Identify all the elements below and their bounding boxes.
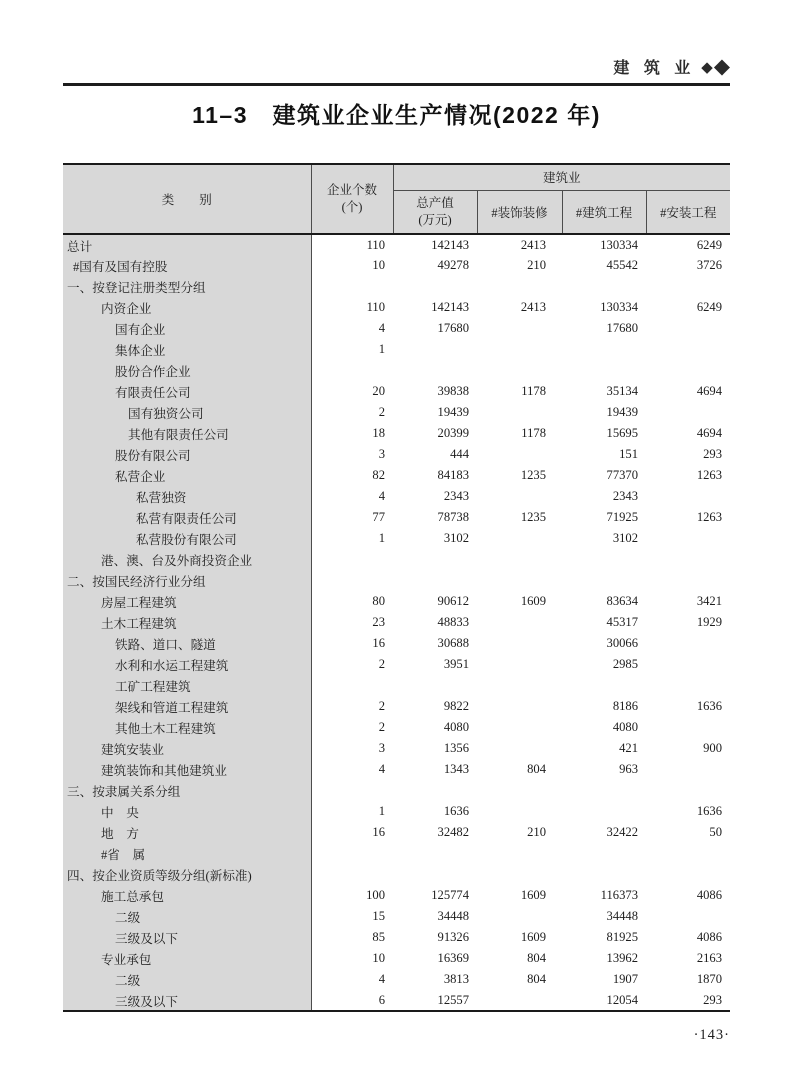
cell-installation-work: 2163 bbox=[696, 951, 723, 965]
table-row bbox=[63, 297, 730, 318]
row-category-label: 水利和水运工程建筑 bbox=[63, 654, 311, 675]
cell-construction-work: 45542 bbox=[606, 258, 638, 272]
row-category-label: 私营股份有限公司 bbox=[63, 528, 311, 549]
cell-installation-work bbox=[646, 570, 730, 591]
col-header-construction-group: 建筑业 bbox=[393, 164, 730, 190]
row-category-label: 中 央 bbox=[63, 801, 311, 822]
cell-installation-work: 900 bbox=[703, 741, 723, 755]
cell-enterprise-count bbox=[311, 549, 393, 570]
table-row bbox=[63, 948, 730, 969]
cell-enterprise-count bbox=[311, 570, 393, 591]
cell-enterprise-count: 77 bbox=[372, 510, 385, 524]
running-head bbox=[613, 54, 730, 79]
row-category-label: 私营企业 bbox=[63, 465, 311, 486]
cell-total-output bbox=[393, 549, 477, 570]
cell-installation-work: 293 bbox=[703, 447, 723, 461]
cell-enterprise-count: 100 bbox=[366, 888, 385, 902]
row-category-label: 其他土木工程建筑 bbox=[63, 717, 311, 738]
cell-installation-work bbox=[646, 864, 730, 885]
cell-decoration: 1609 bbox=[520, 930, 546, 944]
cell-construction-work bbox=[562, 864, 646, 885]
running-head-text: 建 筑 业 bbox=[613, 60, 696, 77]
cell-total-output bbox=[393, 864, 477, 885]
table-row bbox=[63, 696, 730, 717]
cell-total-output: 48833 bbox=[437, 615, 469, 629]
cell-construction-work: 83634 bbox=[606, 594, 638, 608]
col-header-installation-work: #安装工程 bbox=[646, 190, 730, 234]
cell-decoration bbox=[477, 549, 562, 570]
cell-total-output: 90612 bbox=[437, 594, 469, 608]
cell-construction-work: 8186 bbox=[612, 699, 638, 713]
cell-construction-work bbox=[562, 276, 646, 297]
cell-installation-work bbox=[646, 528, 730, 549]
table-row bbox=[63, 381, 730, 402]
table-body bbox=[63, 234, 730, 1011]
col-header-total-output: 总产值 (万元) bbox=[393, 190, 477, 234]
table-row bbox=[63, 507, 730, 528]
cell-enterprise-count: 4 bbox=[378, 489, 385, 503]
cell-decoration bbox=[477, 906, 562, 927]
cell-installation-work: 4086 bbox=[696, 930, 723, 944]
cell-installation-work: 1263 bbox=[696, 510, 723, 524]
cell-decoration: 2413 bbox=[520, 300, 546, 314]
cell-decoration bbox=[477, 276, 562, 297]
cell-construction-work: 15695 bbox=[606, 426, 638, 440]
cell-total-output: 20399 bbox=[437, 426, 469, 440]
table-row bbox=[63, 654, 730, 675]
cell-construction-work: 421 bbox=[619, 741, 638, 755]
cell-total-output: 4080 bbox=[443, 720, 469, 734]
cell-enterprise-count: 85 bbox=[372, 930, 385, 944]
cell-construction-work: 4080 bbox=[612, 720, 638, 734]
cell-construction-work: 2343 bbox=[612, 489, 638, 503]
cell-installation-work: 3421 bbox=[696, 594, 723, 608]
cell-decoration bbox=[477, 528, 562, 549]
cell-construction-work bbox=[562, 675, 646, 696]
cell-enterprise-count bbox=[311, 675, 393, 696]
cell-construction-work: 77370 bbox=[606, 468, 638, 482]
row-category-label: 建筑安装业 bbox=[63, 738, 311, 759]
table-row bbox=[63, 234, 730, 255]
cell-decoration: 1235 bbox=[520, 468, 546, 482]
cell-enterprise-count: 16 bbox=[372, 825, 385, 839]
row-category-label: 铁路、道口、隧道 bbox=[63, 633, 311, 654]
cell-decoration: 1235 bbox=[520, 510, 546, 524]
cell-decoration bbox=[477, 675, 562, 696]
cell-construction-work: 3102 bbox=[612, 531, 638, 545]
cell-total-output: 34448 bbox=[437, 909, 469, 923]
cell-decoration bbox=[477, 738, 562, 759]
table-row bbox=[63, 675, 730, 696]
cell-enterprise-count: 3 bbox=[378, 447, 385, 461]
cell-total-output bbox=[393, 570, 477, 591]
col-header-construction-work: #建筑工程 bbox=[562, 190, 646, 234]
table-row bbox=[63, 843, 730, 864]
row-category-label: 一、按登记注册类型分组 bbox=[63, 276, 311, 297]
diamond-large-icon: ◆ bbox=[713, 55, 730, 78]
cell-total-output: 444 bbox=[450, 447, 469, 461]
cell-decoration bbox=[477, 486, 562, 507]
row-category-label: 三、按隶属关系分组 bbox=[63, 780, 311, 801]
cell-decoration bbox=[477, 360, 562, 381]
cell-decoration bbox=[477, 633, 562, 654]
cell-construction-work bbox=[562, 570, 646, 591]
cell-construction-work bbox=[562, 339, 646, 360]
row-category-label: 施工总承包 bbox=[63, 885, 311, 906]
cell-total-output: 3951 bbox=[443, 657, 469, 671]
cell-decoration bbox=[477, 570, 562, 591]
table-row bbox=[63, 822, 730, 843]
table-row bbox=[63, 780, 730, 801]
row-category-label: 私营有限责任公司 bbox=[63, 507, 311, 528]
table-row bbox=[63, 255, 730, 276]
cell-decoration bbox=[477, 780, 562, 801]
row-category-label: 建筑装饰和其他建筑业 bbox=[63, 759, 311, 780]
cell-installation-work: 4086 bbox=[696, 888, 723, 902]
cell-installation-work: 6249 bbox=[696, 237, 723, 252]
header-rule bbox=[63, 83, 730, 86]
row-category-label: 二级 bbox=[63, 906, 311, 927]
cell-enterprise-count: 10 bbox=[372, 951, 385, 965]
cell-installation-work bbox=[646, 717, 730, 738]
cell-installation-work bbox=[646, 654, 730, 675]
cell-enterprise-count: 16 bbox=[372, 636, 385, 650]
cell-enterprise-count: 1 bbox=[378, 342, 385, 356]
cell-enterprise-count: 4 bbox=[378, 321, 385, 335]
table-row bbox=[63, 906, 730, 927]
cell-total-output bbox=[393, 339, 477, 360]
cell-installation-work: 293 bbox=[703, 992, 723, 1007]
cell-construction-work: 1907 bbox=[612, 972, 638, 986]
cell-decoration: 804 bbox=[527, 951, 546, 965]
cell-total-output: 78738 bbox=[437, 510, 469, 524]
cell-decoration bbox=[477, 612, 562, 633]
cell-total-output: 1636 bbox=[443, 804, 469, 818]
table-row bbox=[63, 423, 730, 444]
cell-construction-work bbox=[562, 780, 646, 801]
table-row bbox=[63, 549, 730, 570]
row-category-label: 专业承包 bbox=[63, 948, 311, 969]
cell-construction-work: 32422 bbox=[606, 825, 638, 839]
cell-installation-work bbox=[646, 360, 730, 381]
cell-decoration bbox=[477, 717, 562, 738]
cell-enterprise-count bbox=[311, 843, 393, 864]
cell-construction-work: 19439 bbox=[606, 405, 638, 419]
table-row bbox=[63, 486, 730, 507]
cell-enterprise-count: 4 bbox=[378, 972, 385, 986]
table-row bbox=[63, 969, 730, 990]
cell-construction-work: 34448 bbox=[606, 909, 638, 923]
page-title: 11–3 建筑业企业生产情况(2022 年) bbox=[192, 102, 601, 128]
cell-enterprise-count: 110 bbox=[366, 237, 385, 252]
cell-enterprise-count: 82 bbox=[372, 468, 385, 482]
cell-installation-work: 1636 bbox=[696, 699, 723, 713]
cell-total-output: 1343 bbox=[443, 762, 469, 776]
cell-installation-work bbox=[646, 402, 730, 423]
table-row bbox=[63, 360, 730, 381]
statistics-table bbox=[63, 163, 730, 1012]
cell-enterprise-count: 20 bbox=[372, 384, 385, 398]
cell-decoration bbox=[477, 654, 562, 675]
row-category-label: 二级 bbox=[63, 969, 311, 990]
cell-construction-work: 13962 bbox=[606, 951, 638, 965]
cell-installation-work bbox=[646, 486, 730, 507]
cell-total-output: 19439 bbox=[437, 405, 469, 419]
row-category-label: 集体企业 bbox=[63, 339, 311, 360]
cell-installation-work: 1636 bbox=[696, 804, 723, 818]
cell-total-output: 142143 bbox=[431, 237, 469, 252]
cell-total-output: 16369 bbox=[437, 951, 469, 965]
cell-decoration bbox=[477, 864, 562, 885]
cell-construction-work: 12054 bbox=[606, 992, 638, 1007]
table-row bbox=[63, 990, 730, 1011]
cell-decoration bbox=[477, 990, 562, 1011]
cell-enterprise-count: 2 bbox=[378, 699, 385, 713]
cell-installation-work: 4694 bbox=[696, 384, 723, 398]
cell-total-output: 30688 bbox=[437, 636, 469, 650]
row-category-label: 国有企业 bbox=[63, 318, 311, 339]
cell-decoration bbox=[477, 696, 562, 717]
cell-decoration bbox=[477, 801, 562, 822]
cell-construction-work: 45317 bbox=[606, 615, 638, 629]
cell-total-output bbox=[393, 780, 477, 801]
cell-total-output: 84183 bbox=[437, 468, 469, 482]
table-row bbox=[63, 444, 730, 465]
cell-installation-work: 50 bbox=[709, 825, 723, 839]
cell-total-output: 17680 bbox=[437, 321, 469, 335]
cell-total-output: 2343 bbox=[443, 489, 469, 503]
row-category-label: 三级及以下 bbox=[63, 990, 311, 1011]
cell-enterprise-count: 1 bbox=[378, 804, 385, 818]
cell-decoration: 2413 bbox=[520, 237, 546, 252]
cell-enterprise-count: 10 bbox=[372, 258, 385, 272]
cell-total-output: 1356 bbox=[443, 741, 469, 755]
cell-decoration: 804 bbox=[527, 762, 546, 776]
table-row bbox=[63, 927, 730, 948]
cell-installation-work: 4694 bbox=[696, 426, 723, 440]
row-category-label: 土木工程建筑 bbox=[63, 612, 311, 633]
cell-total-output: 12557 bbox=[437, 992, 469, 1007]
row-category-label: 港、澳、台及外商投资企业 bbox=[63, 549, 311, 570]
cell-decoration: 1178 bbox=[521, 426, 546, 440]
cell-enterprise-count: 18 bbox=[372, 426, 385, 440]
cell-total-output: 3813 bbox=[443, 972, 469, 986]
cell-installation-work bbox=[646, 276, 730, 297]
cell-total-output bbox=[393, 843, 477, 864]
cell-installation-work bbox=[646, 906, 730, 927]
cell-enterprise-count bbox=[311, 360, 393, 381]
row-category-label: 工矿工程建筑 bbox=[63, 675, 311, 696]
table-row bbox=[63, 339, 730, 360]
cell-installation-work bbox=[646, 759, 730, 780]
cell-total-output: 49278 bbox=[437, 258, 469, 272]
cell-installation-work bbox=[646, 633, 730, 654]
cell-decoration bbox=[477, 339, 562, 360]
cell-enterprise-count bbox=[311, 276, 393, 297]
row-category-label: 私营独资 bbox=[63, 486, 311, 507]
cell-total-output bbox=[393, 675, 477, 696]
table-header bbox=[63, 164, 730, 234]
cell-installation-work: 3726 bbox=[696, 258, 723, 272]
cell-enterprise-count: 1 bbox=[378, 531, 385, 545]
table-row bbox=[63, 591, 730, 612]
cell-decoration bbox=[477, 402, 562, 423]
cell-decoration: 210 bbox=[527, 258, 546, 272]
cell-installation-work bbox=[646, 780, 730, 801]
table-row bbox=[63, 570, 730, 591]
cell-total-output: 91326 bbox=[437, 930, 469, 944]
row-category-label: 架线和管道工程建筑 bbox=[63, 696, 311, 717]
cell-construction-work: 963 bbox=[619, 762, 638, 776]
cell-installation-work: 1870 bbox=[696, 972, 723, 986]
cell-decoration: 804 bbox=[527, 972, 546, 986]
cell-enterprise-count bbox=[311, 780, 393, 801]
cell-enterprise-count bbox=[311, 864, 393, 885]
cell-construction-work bbox=[562, 549, 646, 570]
cell-construction-work bbox=[562, 801, 646, 822]
cell-construction-work: 2985 bbox=[612, 657, 638, 671]
cell-construction-work: 151 bbox=[619, 447, 638, 461]
cell-enterprise-count: 2 bbox=[378, 657, 385, 671]
table-row bbox=[63, 402, 730, 423]
cell-decoration: 1609 bbox=[520, 888, 546, 902]
table-row bbox=[63, 759, 730, 780]
col-header-decoration: #装饰装修 bbox=[477, 190, 562, 234]
cell-enterprise-count: 23 bbox=[372, 615, 385, 629]
col-header-category: 类 别 bbox=[63, 164, 311, 234]
row-category-label: 有限责任公司 bbox=[63, 381, 311, 402]
table-row bbox=[63, 528, 730, 549]
cell-installation-work bbox=[646, 318, 730, 339]
cell-enterprise-count: 6 bbox=[378, 992, 385, 1007]
row-category-label: 四、按企业资质等级分组(新标准) bbox=[63, 864, 311, 885]
cell-construction-work: 81925 bbox=[606, 930, 638, 944]
cell-installation-work: 6249 bbox=[696, 300, 723, 314]
cell-total-output bbox=[393, 360, 477, 381]
row-category-label: 总计 bbox=[63, 234, 311, 255]
cell-construction-work bbox=[562, 360, 646, 381]
row-category-label: 二、按国民经济行业分组 bbox=[63, 570, 311, 591]
cell-enterprise-count: 2 bbox=[378, 720, 385, 734]
page-number: ·143· bbox=[693, 1027, 730, 1043]
cell-enterprise-count: 80 bbox=[372, 594, 385, 608]
cell-total-output: 142143 bbox=[431, 300, 469, 314]
cell-total-output bbox=[393, 276, 477, 297]
row-category-label: 内资企业 bbox=[63, 297, 311, 318]
cell-decoration: 1609 bbox=[520, 594, 546, 608]
table-row bbox=[63, 465, 730, 486]
table-row bbox=[63, 612, 730, 633]
cell-total-output: 9822 bbox=[443, 699, 469, 713]
row-category-label: 股份有限公司 bbox=[63, 444, 311, 465]
cell-total-output: 125774 bbox=[431, 888, 469, 902]
table-row bbox=[63, 738, 730, 759]
table-row bbox=[63, 885, 730, 906]
cell-enterprise-count: 110 bbox=[366, 300, 385, 314]
table-row bbox=[63, 864, 730, 885]
cell-construction-work bbox=[562, 843, 646, 864]
cell-construction-work: 17680 bbox=[606, 321, 638, 335]
cell-construction-work: 35134 bbox=[606, 384, 638, 398]
table-row bbox=[63, 318, 730, 339]
cell-enterprise-count: 15 bbox=[372, 909, 385, 923]
cell-decoration bbox=[477, 843, 562, 864]
row-category-label: 其他有限责任公司 bbox=[63, 423, 311, 444]
cell-installation-work bbox=[646, 675, 730, 696]
table-row bbox=[63, 717, 730, 738]
table-row bbox=[63, 801, 730, 822]
cell-total-output: 39838 bbox=[437, 384, 469, 398]
row-category-label: 国有独资公司 bbox=[63, 402, 311, 423]
row-category-label: 三级及以下 bbox=[63, 927, 311, 948]
cell-decoration bbox=[477, 444, 562, 465]
row-category-label: 房屋工程建筑 bbox=[63, 591, 311, 612]
cell-total-output: 32482 bbox=[437, 825, 469, 839]
cell-construction-work: 71925 bbox=[606, 510, 638, 524]
row-category-label: #国有及国有控股 bbox=[63, 255, 311, 276]
diamond-small-icon: ◆ bbox=[701, 58, 713, 76]
cell-enterprise-count: 3 bbox=[378, 741, 385, 755]
cell-installation-work bbox=[646, 549, 730, 570]
cell-installation-work bbox=[646, 843, 730, 864]
cell-enterprise-count: 2 bbox=[378, 405, 385, 419]
table-row bbox=[63, 633, 730, 654]
cell-installation-work: 1929 bbox=[696, 615, 723, 629]
cell-decoration: 210 bbox=[527, 825, 546, 839]
cell-construction-work: 116373 bbox=[600, 888, 638, 902]
cell-installation-work bbox=[646, 339, 730, 360]
cell-construction-work: 30066 bbox=[606, 636, 638, 650]
cell-total-output: 3102 bbox=[443, 531, 469, 545]
row-category-label: 股份合作企业 bbox=[63, 360, 311, 381]
table-row bbox=[63, 276, 730, 297]
cell-construction-work: 130334 bbox=[600, 237, 638, 252]
cell-construction-work: 130334 bbox=[600, 300, 638, 314]
cell-installation-work: 1263 bbox=[696, 468, 723, 482]
cell-decoration: 1178 bbox=[521, 384, 546, 398]
cell-enterprise-count: 4 bbox=[378, 762, 385, 776]
row-category-label: 地 方 bbox=[63, 822, 311, 843]
row-category-label: #省 属 bbox=[63, 843, 311, 864]
col-header-enterprise-count: 企业个数 (个) bbox=[311, 164, 393, 234]
cell-decoration bbox=[477, 318, 562, 339]
